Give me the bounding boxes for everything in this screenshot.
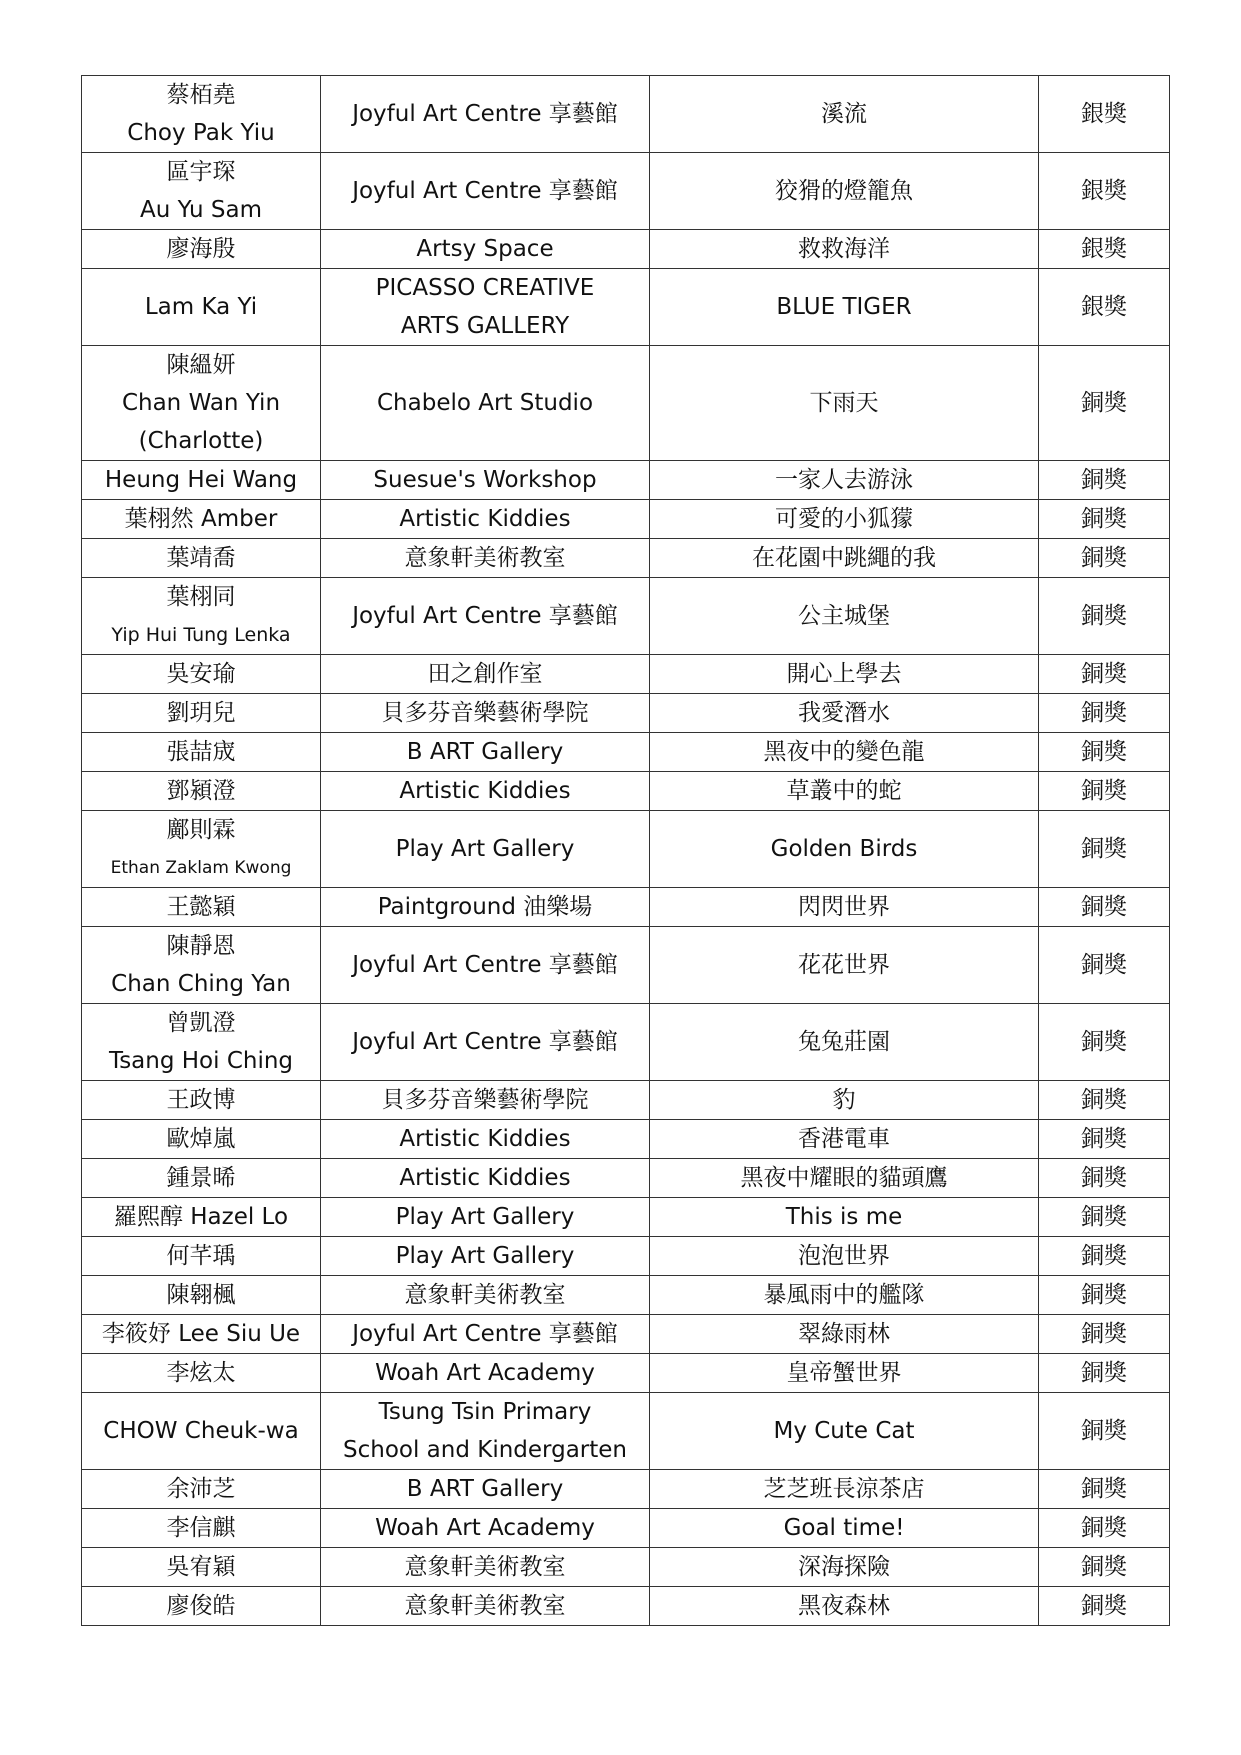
name-cell: CHOW Cheuk-wa	[82, 1393, 321, 1470]
name-line: 蔡栢堯	[166, 82, 236, 108]
studio-cell: 意象軒美術教室	[321, 539, 650, 578]
table-row	[82, 1354, 1170, 1393]
work-cell: 草叢中的蛇	[650, 772, 1039, 811]
table-row	[82, 1120, 1170, 1159]
table-row	[82, 694, 1170, 733]
table-row	[82, 1276, 1170, 1315]
studio-cell: Joyful Art Centre 享藝館	[321, 1004, 650, 1081]
name-cell: 余沛芝	[82, 1470, 321, 1509]
results-table-body	[82, 76, 1170, 1626]
studio-cell: Joyful Art Centre 享藝館	[321, 927, 650, 1004]
work-cell: Golden Birds	[650, 811, 1039, 888]
award-cell: 銀獎	[1039, 153, 1170, 230]
award-cell: 銅獎	[1039, 461, 1170, 500]
work-cell: 狡猾的燈籠魚	[650, 153, 1039, 230]
studio-cell: 意象軒美術教室	[321, 1548, 650, 1587]
name-cell	[82, 811, 321, 888]
award-cell: 銅獎	[1039, 1081, 1170, 1120]
name-line: 曾凱澄	[166, 1010, 236, 1036]
award-cell: 銅獎	[1039, 1354, 1170, 1393]
name-line: Choy Pak Yiu	[127, 120, 275, 146]
award-cell: 銅獎	[1039, 500, 1170, 539]
studio-line: ARTS GALLERY	[400, 313, 570, 339]
studio-cell: Artistic Kiddies	[321, 1120, 650, 1159]
studio-cell: Joyful Art Centre 享藝館	[321, 76, 650, 153]
table-row	[82, 1509, 1170, 1548]
work-cell: 豹	[650, 1081, 1039, 1120]
table-row	[82, 153, 1170, 230]
studio-cell: Woah Art Academy	[321, 1354, 650, 1393]
name-cell	[82, 927, 321, 1004]
work-cell: 黑夜森林	[650, 1587, 1039, 1626]
work-cell: 在花園中跳繩的我	[650, 539, 1039, 578]
studio-line: PICASSO CREATIVE	[375, 275, 595, 301]
results-table	[81, 75, 1170, 1626]
name-line: Au Yu Sam	[139, 197, 263, 223]
studio-cell: Chabelo Art Studio	[321, 346, 650, 461]
name-line: Tsang Hoi Ching	[108, 1048, 294, 1074]
table-row	[82, 888, 1170, 927]
work-cell: 泡泡世界	[650, 1237, 1039, 1276]
name-cell	[82, 578, 321, 655]
name-line: Chan Ching Yan	[111, 971, 291, 997]
studio-cell	[321, 269, 650, 346]
name-cell: 何芊瑀	[82, 1237, 321, 1276]
table-row	[82, 76, 1170, 153]
award-cell: 銅獎	[1039, 1159, 1170, 1198]
studio-cell: Joyful Art Centre 享藝館	[321, 578, 650, 655]
work-cell: 開心上學去	[650, 655, 1039, 694]
work-cell: 香港電車	[650, 1120, 1039, 1159]
name-cell	[82, 153, 321, 230]
table-row	[82, 1159, 1170, 1198]
table-row	[82, 1548, 1170, 1587]
table-row	[82, 1587, 1170, 1626]
name-cell: 吳宥穎	[82, 1548, 321, 1587]
table-row	[82, 1198, 1170, 1237]
award-cell: 銅獎	[1039, 578, 1170, 655]
name-cell: 劉玥兒	[82, 694, 321, 733]
studio-cell: Play Art Gallery	[321, 811, 650, 888]
studio-cell: B ART Gallery	[321, 1470, 650, 1509]
name-line: Yip Hui Tung Lenka	[111, 624, 291, 646]
table-row	[82, 1470, 1170, 1509]
award-cell: 銅獎	[1039, 733, 1170, 772]
award-cell: 銅獎	[1039, 772, 1170, 811]
table-row	[82, 927, 1170, 1004]
table-row	[82, 733, 1170, 772]
table-row	[82, 811, 1170, 888]
work-cell: 芝芝班長涼茶店	[650, 1470, 1039, 1509]
table-row	[82, 1004, 1170, 1081]
table-row	[82, 655, 1170, 694]
studio-cell: Play Art Gallery	[321, 1198, 650, 1237]
name-cell: 李筱妤 Lee Siu Ue	[82, 1315, 321, 1354]
table-row	[82, 1393, 1170, 1470]
table-row	[82, 461, 1170, 500]
studio-line: School and Kindergarten	[343, 1437, 627, 1463]
studio-cell: Suesue's Workshop	[321, 461, 650, 500]
award-cell: 銅獎	[1039, 1509, 1170, 1548]
work-cell: 黑夜中耀眼的貓頭鷹	[650, 1159, 1039, 1198]
award-cell: 銅獎	[1039, 927, 1170, 1004]
work-cell: Goal time!	[650, 1509, 1039, 1548]
name-cell: 李炫太	[82, 1354, 321, 1393]
studio-cell: 意象軒美術教室	[321, 1587, 650, 1626]
studio-line: Tsung Tsin Primary	[378, 1399, 592, 1425]
name-line: 陳縕妍	[166, 352, 236, 378]
table-row	[82, 346, 1170, 461]
work-cell: 深海探險	[650, 1548, 1039, 1587]
work-cell: 黑夜中的變色龍	[650, 733, 1039, 772]
name-line: 鄺則霖	[166, 817, 236, 843]
studio-cell: Artistic Kiddies	[321, 500, 650, 539]
work-cell: 花花世界	[650, 927, 1039, 1004]
work-cell: 可愛的小狐獴	[650, 500, 1039, 539]
award-cell: 銀獎	[1039, 76, 1170, 153]
work-cell: 我愛潛水	[650, 694, 1039, 733]
work-cell: 翠綠雨林	[650, 1315, 1039, 1354]
name-cell: 陳翱楓	[82, 1276, 321, 1315]
name-cell: 葉靖喬	[82, 539, 321, 578]
table-row	[82, 578, 1170, 655]
studio-cell: Joyful Art Centre 享藝館	[321, 1315, 650, 1354]
studio-cell: 貝多芬音樂藝術學院	[321, 1081, 650, 1120]
studio-cell: Artsy Space	[321, 230, 650, 269]
name-cell: 廖海殷	[82, 230, 321, 269]
studio-cell: Artistic Kiddies	[321, 772, 650, 811]
work-cell: 下雨天	[650, 346, 1039, 461]
work-cell: BLUE TIGER	[650, 269, 1039, 346]
studio-cell: B ART Gallery	[321, 733, 650, 772]
name-cell: Heung Hei Wang	[82, 461, 321, 500]
studio-cell: 貝多芬音樂藝術學院	[321, 694, 650, 733]
award-cell: 銀獎	[1039, 269, 1170, 346]
award-cell: 銅獎	[1039, 1548, 1170, 1587]
table-row	[82, 1315, 1170, 1354]
table-row	[82, 1081, 1170, 1120]
name-cell: 王懿穎	[82, 888, 321, 927]
work-cell: 暴風雨中的艦隊	[650, 1276, 1039, 1315]
award-cell: 銅獎	[1039, 1198, 1170, 1237]
name-cell: 王政博	[82, 1081, 321, 1120]
table-row	[82, 772, 1170, 811]
award-cell: 銅獎	[1039, 1237, 1170, 1276]
award-cell: 銅獎	[1039, 811, 1170, 888]
award-cell: 銅獎	[1039, 1587, 1170, 1626]
award-cell: 銅獎	[1039, 1315, 1170, 1354]
award-cell: 銅獎	[1039, 1004, 1170, 1081]
studio-cell: 田之創作室	[321, 655, 650, 694]
award-cell: 銅獎	[1039, 1120, 1170, 1159]
name-line: (Charlotte)	[138, 428, 264, 454]
award-cell: 銅獎	[1039, 1470, 1170, 1509]
name-cell	[82, 346, 321, 461]
name-line: 區宇琛	[166, 159, 236, 185]
table-row	[82, 539, 1170, 578]
name-cell: 歐焯嵐	[82, 1120, 321, 1159]
award-cell: 銅獎	[1039, 888, 1170, 927]
name-cell: 鄧潁澄	[82, 772, 321, 811]
work-cell: 公主城堡	[650, 578, 1039, 655]
name-cell: 羅熙醇 Hazel Lo	[82, 1198, 321, 1237]
name-cell: Lam Ka Yi	[82, 269, 321, 346]
table-row	[82, 500, 1170, 539]
work-cell: 閃閃世界	[650, 888, 1039, 927]
award-cell: 銅獎	[1039, 346, 1170, 461]
award-cell: 銅獎	[1039, 1393, 1170, 1470]
name-cell: 廖俊皓	[82, 1587, 321, 1626]
work-cell: 溪流	[650, 76, 1039, 153]
name-cell: 張喆宬	[82, 733, 321, 772]
award-cell: 銅獎	[1039, 539, 1170, 578]
name-cell	[82, 76, 321, 153]
studio-cell: Paintground 油樂場	[321, 888, 650, 927]
award-cell: 銅獎	[1039, 655, 1170, 694]
award-cell: 銀獎	[1039, 230, 1170, 269]
work-cell: 救救海洋	[650, 230, 1039, 269]
name-line: Ethan Zaklam Kwong	[110, 858, 292, 878]
table-row	[82, 230, 1170, 269]
studio-cell: Woah Art Academy	[321, 1509, 650, 1548]
name-cell: 李信麒	[82, 1509, 321, 1548]
name-cell: 葉栩然 Amber	[82, 500, 321, 539]
table-row	[82, 269, 1170, 346]
name-line: Chan Wan Yin	[121, 390, 281, 416]
name-cell: 吳安瑜	[82, 655, 321, 694]
award-cell: 銅獎	[1039, 694, 1170, 733]
award-cell: 銅獎	[1039, 1276, 1170, 1315]
studio-cell: 意象軒美術教室	[321, 1276, 650, 1315]
studio-cell: Play Art Gallery	[321, 1237, 650, 1276]
work-cell: 兔兔莊園	[650, 1004, 1039, 1081]
table-row	[82, 1237, 1170, 1276]
name-cell	[82, 1004, 321, 1081]
studio-cell	[321, 1393, 650, 1470]
name-line: 陳靜恩	[166, 933, 236, 959]
work-cell: My Cute Cat	[650, 1393, 1039, 1470]
work-cell: 一家人去游泳	[650, 461, 1039, 500]
studio-cell: Joyful Art Centre 享藝館	[321, 153, 650, 230]
name-line: 葉栩同	[166, 584, 236, 610]
work-cell: This is me	[650, 1198, 1039, 1237]
work-cell: 皇帝蟹世界	[650, 1354, 1039, 1393]
name-cell: 鍾景晞	[82, 1159, 321, 1198]
studio-cell: Artistic Kiddies	[321, 1159, 650, 1198]
